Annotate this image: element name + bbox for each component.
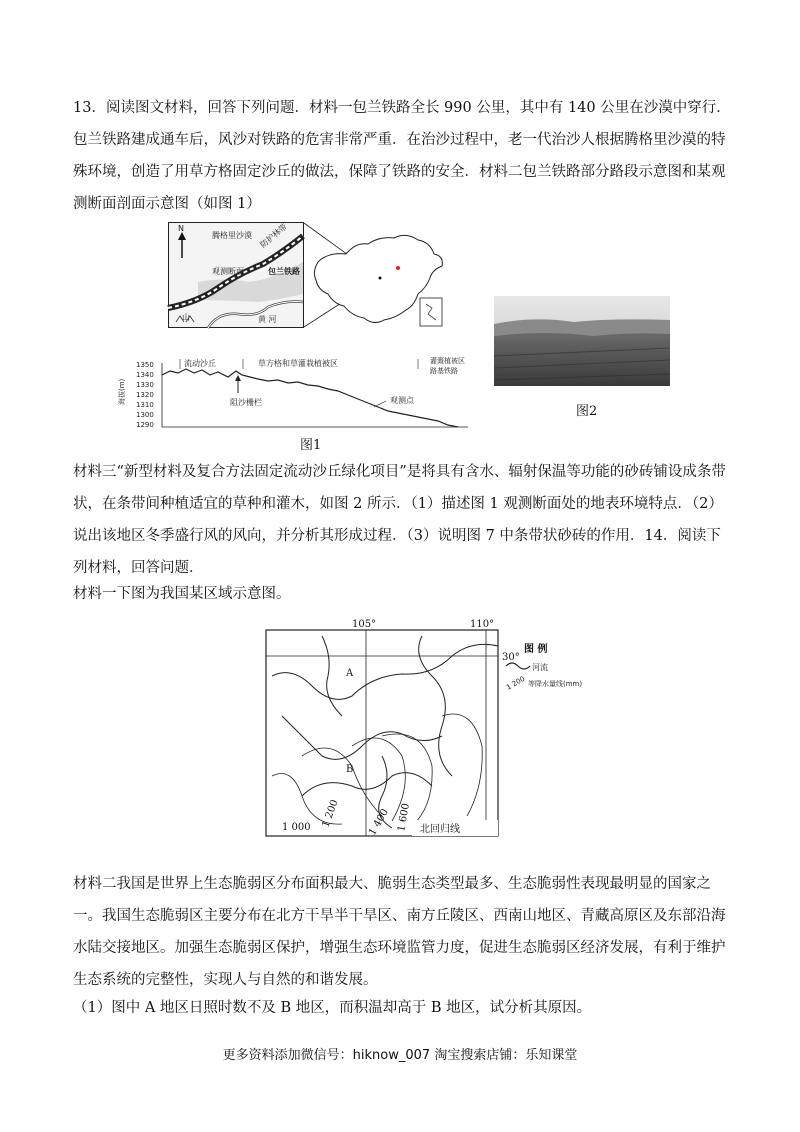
ytick-1300: 1300 bbox=[136, 411, 154, 419]
legend-river-symbol bbox=[506, 663, 530, 669]
desert-label: 腾格里沙漠 bbox=[212, 231, 252, 240]
ytick-1340: 1340 bbox=[136, 371, 154, 379]
section-label: 观测断面 bbox=[212, 267, 244, 276]
zone-dune: 流动沙丘 bbox=[184, 359, 216, 368]
fence-label: 阻沙栅栏 bbox=[230, 398, 262, 407]
lat-30: 30° bbox=[502, 652, 520, 663]
figure2-caption: 图2 bbox=[576, 404, 598, 419]
q14-question-1: （1）图中 A 地区日照时数不及 B 地区，而积温却高于 B 地区，试分析其原因。 bbox=[73, 1000, 592, 1016]
ytick-1290: 1290 bbox=[136, 421, 154, 429]
railway-label: 包兰铁路 bbox=[268, 267, 300, 276]
profile-ylabel: 海拔(m) bbox=[118, 378, 126, 405]
zone-grass: 草方格和草灌栽植被区 bbox=[258, 359, 338, 368]
figure1-caption: 图1 bbox=[300, 438, 322, 453]
lon-110: 110° bbox=[470, 619, 495, 630]
label-b: B bbox=[346, 764, 354, 775]
q14-paragraph: 材料二我国是世界上生态脆弱区分布面积最大、脆弱生态类型最多、生态脆弱性表现最明显的国家之一。我国生态脆弱区主要分布在北方干旱半干旱区、南方丘陵区、西南山地区、青藏高原区及东部沿海水陆交接地区。加强生态脆弱区保护，增强生态环境监管力度，促进生态脆弱区经济发展，有利于维护生态系统的完整性，实现人与自然的和谐发展。 bbox=[73, 876, 726, 988]
legend-iso: 等降水量线(mm) bbox=[528, 680, 583, 688]
river-label: 黄 河 bbox=[258, 315, 277, 324]
iso-1000: 1 000 bbox=[282, 822, 311, 833]
iso-1200: 1 200 bbox=[320, 798, 341, 830]
legend-river: 河流 bbox=[532, 663, 548, 672]
label-a: A bbox=[346, 668, 354, 679]
ytick-1350: 1350 bbox=[136, 361, 154, 369]
figure2-photo bbox=[494, 296, 670, 386]
ytick-1320: 1320 bbox=[136, 391, 154, 399]
figure1-profile bbox=[118, 355, 478, 433]
north-label: N bbox=[178, 224, 184, 233]
legend-iso-value: 1 200 bbox=[505, 674, 527, 692]
profile-yticks bbox=[136, 361, 154, 429]
legend-title: 图 例 bbox=[524, 644, 548, 655]
tropic-label: 北回归线 bbox=[420, 824, 460, 835]
windbreak-label: 防护林带 bbox=[258, 222, 289, 250]
mountain-label: 山 bbox=[182, 313, 190, 322]
q14-intro: 材料一下图为我国某区域示意图。 bbox=[73, 586, 291, 602]
figure1-maps bbox=[168, 222, 478, 330]
lon-105: 105° bbox=[352, 619, 377, 630]
q13-paragraph-2: 材料三“新型材料及复合方法固定流动沙丘绿化项目”是将具有含水、辐射保温等功能的砂砖铺设成条带状，在条带间种植适宜的草种和灌木，如图 2 所示．（1）描述图 1 观测断面处的地表环境特点．（2）说出该地区冬季盛行风的风向，并分析其形成过程．（3）说明图 7 中条带状砂砖的作用．14．阅读下列材料，回答问题． bbox=[73, 464, 726, 576]
zone-rail: 路基铁路 bbox=[430, 367, 458, 375]
zone-irrigated: 灌溉植被区 bbox=[430, 357, 465, 365]
ytick-1310: 1310 bbox=[136, 401, 154, 409]
iso-1400: 1 400 bbox=[367, 807, 391, 838]
region-map bbox=[262, 616, 583, 840]
q13-paragraph-1: 13．阅读图文材料，回答下列问题．材料一包兰铁路全长 990 公里，其中有 140 公里在沙漠中穿行．包兰铁路建成通车后，风沙对铁路的危害非常严重．在治沙过程中，老一代治沙人根据腾格里沙漠的特殊环境，创造了用草方格固定沙丘的做法，保障了铁路的安全．材料二包兰铁路部分路段示意图和某观测断面剖面示意图（如图 1） bbox=[73, 100, 731, 212]
footer: 更多资料添加微信号：hiknow_007 淘宝搜索店铺：乐知课堂 bbox=[222, 1048, 578, 1063]
ytick-1330: 1330 bbox=[136, 381, 154, 389]
station-label: 观测点 bbox=[390, 396, 414, 405]
iso-1600: 1 600 bbox=[396, 802, 412, 833]
